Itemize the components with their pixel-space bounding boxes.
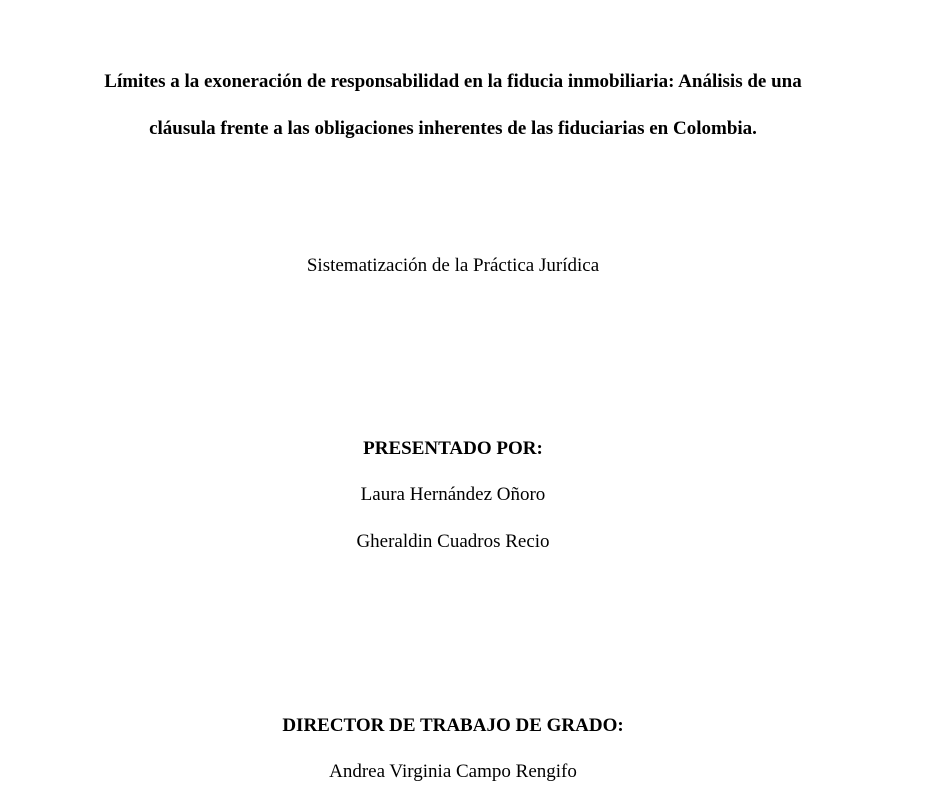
- presented-by-heading: PRESENTADO POR:: [363, 438, 543, 459]
- title-line-1: Límites a la exoneración de responsabilidad en la fiducia inmobiliaria: Análisis de una: [104, 71, 802, 92]
- document-subtitle: Sistematización de la Práctica Jurídica: [306, 255, 600, 276]
- author-name: Laura Hernández Oñoro: [360, 484, 546, 505]
- title-line-2: cláusula frente a las obligaciones inherentes de las fiduciarias en Colombia.: [149, 118, 757, 139]
- director-name: Andrea Virginia Campo Rengifo: [329, 761, 577, 782]
- director-heading: DIRECTOR DE TRABAJO DE GRADO:: [282, 715, 624, 736]
- author-name: Gheraldin Cuadros Recio: [356, 531, 550, 552]
